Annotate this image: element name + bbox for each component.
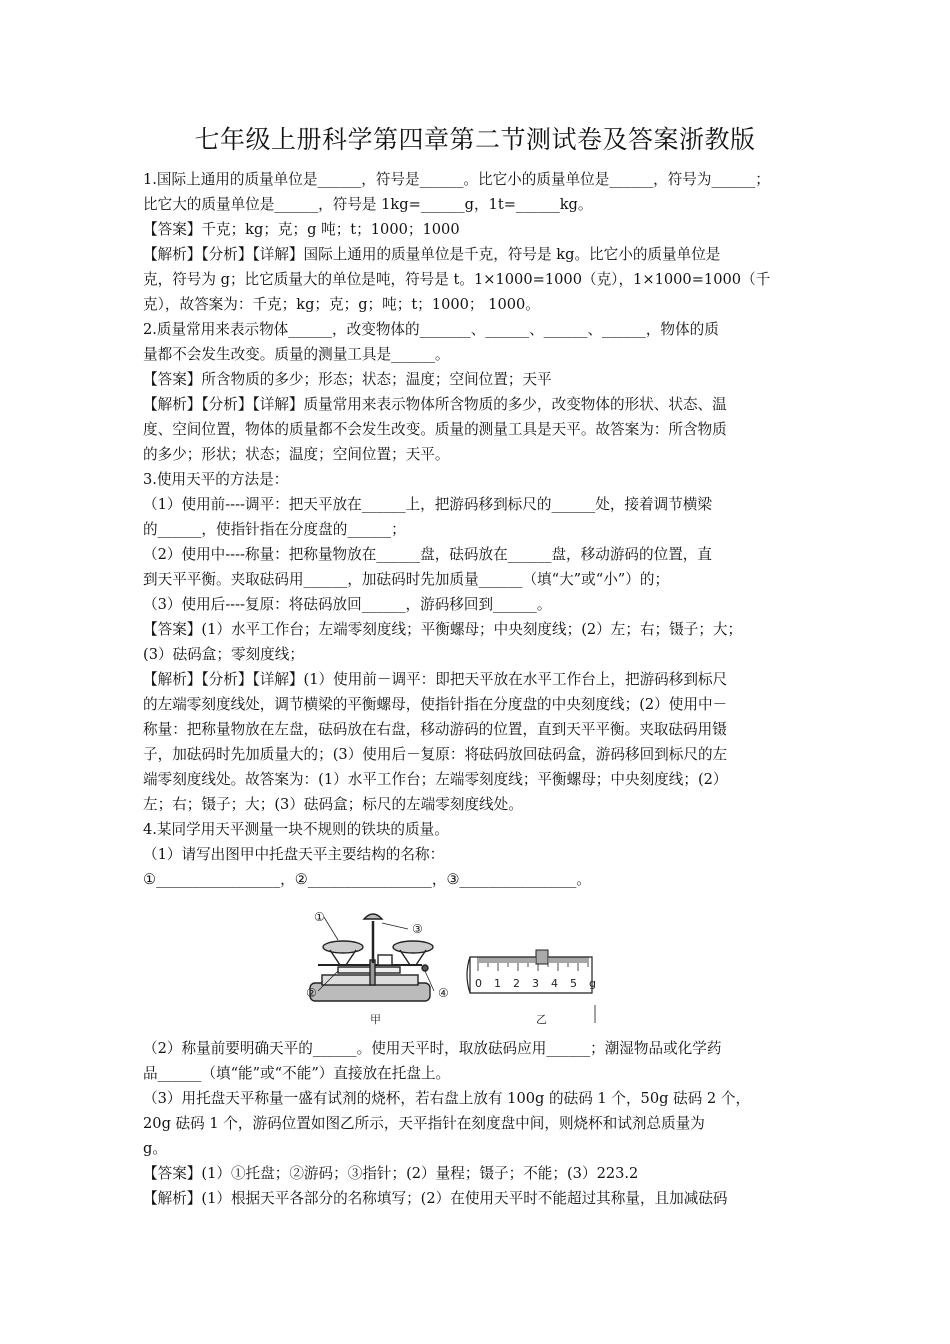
page-title: 七年级上册科学第四章第二节测试卷及答案浙教版	[194, 125, 756, 154]
text-line: 【答案】所含物质的多少；形态；状态；温度；空间位置；天平	[143, 371, 552, 388]
text-line: 【答案】千克；kg；克；g 吨；t；1000；1000	[143, 221, 460, 238]
text-line: 度、空间位置，物体的质量都不会发生改变。质量的测量工具是天平。故答案为：所含物质	[143, 421, 727, 438]
text-line: 比它大的质量单位是______，符号是 1kg=______g，1t=______kg。	[143, 196, 593, 213]
text-line: （1）请写出图甲中托盘天平主要结构的名称：	[143, 846, 445, 863]
text-line: 克，符号为 g；比它质量大的单位是吨，符号是 t。1×1000=1000（克），1×1000=1000（千	[143, 271, 771, 288]
scale-tick-label: 4	[551, 977, 558, 990]
text-line: 端零刻度线处。故答案为：(1）水平工作台；左端零刻度线；平衡螺母；中央刻度线；(2）	[143, 771, 728, 788]
text-line: 左；右；镊子；大；(3）砝码盒；标尺的左端零刻度线处。	[143, 796, 523, 813]
text-line: （3）使用后----复原：将砝码放回______，游码移回到______。	[143, 596, 552, 613]
scale-tick-label: 5	[570, 977, 577, 990]
text-line: 【解析】【分析】【详解】质量常用来表示物体所含物质的多少，改变物体的形状、状态、温	[143, 396, 727, 413]
text-line: （1）使用前----调平：把天平放在______上，把游码移到标尺的______处，接着调节横梁	[143, 496, 712, 513]
scale-tick-label: 0	[475, 977, 482, 990]
balance-figure	[300, 905, 600, 1030]
text-line: （2）使用中----称量：把称量物放在______盘，砝码放在______盘，移动游码的位置，直	[143, 546, 712, 563]
text-line: 的______，使指针指在分度盘的______；	[143, 521, 406, 538]
caption-jia: 甲	[370, 1013, 381, 1026]
text-line: 3.使用天平的方法是：	[143, 471, 289, 488]
text-line: 【答案】(1）①托盘；②游码；③指针；(2）量程；镊子；不能；(3）223.2	[143, 1165, 639, 1182]
text-line: 20g 砝码 1 个，游码位置如图乙所示，天平指针在刻度盘中间，则烧杯和试剂总质量为	[143, 1115, 705, 1132]
text-line: （2）称量前要明确天平的______。使用天平时，取放砝码应用______；潮湿物品或化学药	[143, 1040, 722, 1057]
text-line: 克），故答案为：千克；kg；克；g；吨；t；1000； 1000。	[143, 296, 540, 313]
text-line: ①_________________，②_________________，③________________。	[143, 871, 591, 888]
callout-2: ②	[306, 986, 317, 1000]
text-line: 1.国际上通用的质量单位是______，符号是______。比它小的质量单位是______，符号为______；	[143, 171, 770, 188]
text-line: 称量：把称量物放在左盘，砝码放在右盘，移动游码的位置，直到天平平衡。夹取砝码用镊	[143, 721, 727, 738]
scale-illustration	[467, 950, 596, 993]
scale-tick-label: g	[589, 977, 596, 990]
text-line: （3）用托盘天平称量一盛有试剂的烧杯，若右盘上放有 100g 的砝码 1 个，50g 砝码 2 个，	[143, 1090, 751, 1107]
text-line: 到天平平衡。夹取砝码用______，加砝码时先加质量______（填“大”或“小”）的；	[143, 571, 670, 588]
text-line: 【解析】【分析】【详解】国际上通用的质量单位是千克，符号是 kg。比它小的质量单位是	[143, 246, 721, 263]
text-line: 2.质量常用来表示物体______，改变物体的_______、______、______、______，物体的质	[143, 321, 719, 338]
text-line: 【解析】(1）根据天平各部分的名称填写；(2）在使用天平时不能超过其称量，且加减砝码	[143, 1190, 728, 1207]
callout-1: ①	[314, 910, 325, 924]
scale-tick-label: 2	[513, 977, 520, 990]
callout-4: ④	[438, 986, 449, 1000]
scale-tick-label: 1	[494, 977, 501, 990]
text-line: 品______（填“能”或“不能”）直接放在托盘上。	[143, 1065, 451, 1082]
text-line: 4.某同学用天平测量一块不规则的铁块的质量。	[143, 821, 449, 838]
rider	[536, 950, 548, 964]
text-line: 的多少；形状；状态；温度；空间位置；天平。	[143, 446, 450, 463]
text-line: 的左端零刻度线处，调节横梁的平衡螺母，使指针指在分度盘的中央刻度线；(2）使用中－	[143, 696, 728, 713]
text-line: 【答案】(1）水平工作台；左端零刻度线；平衡螺母；中央刻度线；(2）左；右；镊子；大；	[143, 621, 743, 638]
text-line: g。	[143, 1140, 167, 1157]
callout-3: ③	[412, 922, 423, 936]
scale-tick-label: 3	[532, 977, 539, 990]
text-line: (3）砝码盒；零刻度线；	[143, 646, 304, 663]
text-line: 子，加砝码时先加质量大的；(3）使用后－复原：将砝码放回砝码盒，游码移回到标尺的左	[143, 746, 728, 763]
caption-yi: 乙	[536, 1013, 547, 1026]
text-line: 【解析】【分析】【详解】(1）使用前－调平：即把天平放在水平工作台上，把游码移到标尺	[143, 671, 728, 688]
text-line: 量都不会发生改变。质量的测量工具是______。	[143, 346, 450, 363]
